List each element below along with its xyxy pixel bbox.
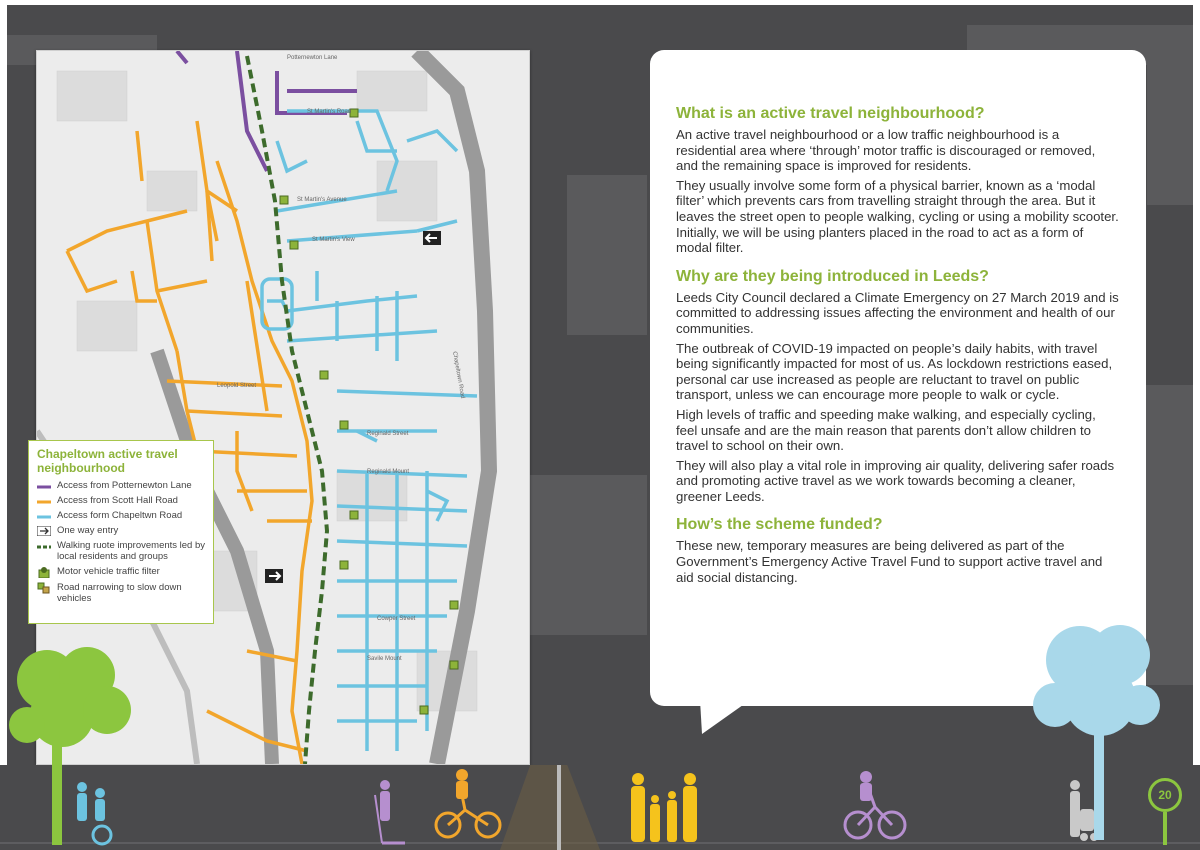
street-label: Reginald Street — [367, 431, 409, 437]
legend-item — [37, 480, 205, 491]
orange-line-icon — [37, 499, 51, 505]
dashed-line-icon — [37, 544, 51, 550]
house-silhouette — [567, 175, 647, 335]
legend-label: Access from Scott Hall Road — [57, 495, 178, 506]
street-label: Savile Mount — [367, 656, 402, 662]
paragraph: Leeds City Council declared a Climate Emergency on 27 March 2019 and is committed to addressing issues affecting the environment and health of our communities. — [676, 289, 1119, 336]
legend-item — [37, 540, 205, 562]
street-label: St Martin's Road — [307, 109, 352, 115]
purple-line-icon — [37, 484, 51, 490]
street-scene — [0, 765, 1200, 850]
planter-icon — [37, 566, 51, 578]
blue-line-icon — [37, 514, 51, 520]
street-label: Cowper Street — [377, 616, 416, 622]
speech-bubble-tail — [700, 700, 750, 735]
legend-item — [37, 510, 205, 521]
legend-title: Chapeltown active travel neighbourhood — [37, 447, 178, 475]
street-label: St Martin's View — [312, 237, 355, 243]
legend-item — [37, 525, 205, 536]
arrow-icon — [37, 526, 51, 536]
street-label: Leopold Street — [217, 383, 257, 389]
legend-label: Road narrowing to slow down vehicles — [57, 582, 182, 604]
legend-item — [37, 566, 205, 578]
section-heading: How’s the scheme funded? — [676, 516, 883, 534]
house-silhouette — [527, 475, 647, 635]
legend-label: Motor vehicle traffic filter — [57, 566, 160, 577]
section-heading: What is an active travel neighbourhood? — [676, 105, 985, 122]
paragraph: The outbreak of COVID-19 impacted on people’s daily habits, with travel being significantly impacted for most of us. As lockdown restrictions eased, personal car use increased as people are reluctant to travel on public transport, unless we can encourage more people to walk or cycle. — [676, 340, 1113, 403]
speed-limit-sign — [1148, 778, 1182, 812]
legend-label: Walking ruote improvements led by local residents and groups — [57, 540, 206, 562]
tree-icon — [7, 640, 137, 845]
speed-limit-value: 20 — [1158, 788, 1172, 802]
street-label: Potternewton Lane — [287, 55, 338, 61]
paragraph: High levels of traffic and speeding make walking, and especially cycling, feel unsafe and are the main reason that parents don’t allow children to travel to school on their own. — [676, 406, 1096, 454]
street-label: Chapeltown Road — [451, 351, 466, 400]
legend-label: One way entry — [57, 525, 119, 536]
narrowing-icon — [37, 582, 51, 594]
legend-item — [37, 495, 205, 506]
paragraph: They usually involve some form of a physical barrier, known as a ‘modal filter’ which prevents cars from travelling straight through the area. But it leaves the street open to people walking, cycling or using a mobility scooter. Initially, we will be using planters placed in the road to act as a form of modal filter. — [676, 177, 1119, 256]
paragraph: They will also play a vital role in improving air quality, delivering safer roads and promoting active travel as we work towards becoming a cleaner, greener Leeds. — [676, 457, 1115, 504]
street-label: Reginald Mount — [367, 469, 410, 475]
legend-item — [37, 582, 205, 604]
tree-icon — [1030, 610, 1160, 840]
section-heading: Why are they being introduced in Leeds? — [676, 267, 989, 285]
house-silhouette — [1147, 65, 1193, 205]
map-legend — [28, 440, 214, 624]
info-panel — [650, 50, 1146, 706]
paragraph: These new, temporary measures are being delivered as part of the Government’s Emergency Active Travel Fund to support active travel and aid social distancing. — [676, 538, 1103, 585]
street-label: St Martin's Avenue — [297, 197, 347, 203]
legend-label: Access from Potternewton Lane — [57, 480, 192, 491]
sign-pole — [1163, 812, 1167, 845]
paragraph: An active travel neighbourhood or a low traffic neighbourhood is a residential area where ‘through’ motor traffic is discouraged or removed, and the remaining space is improved for residents. — [676, 127, 1096, 174]
legend-label: Access form Chapeltwn Road — [57, 510, 183, 521]
